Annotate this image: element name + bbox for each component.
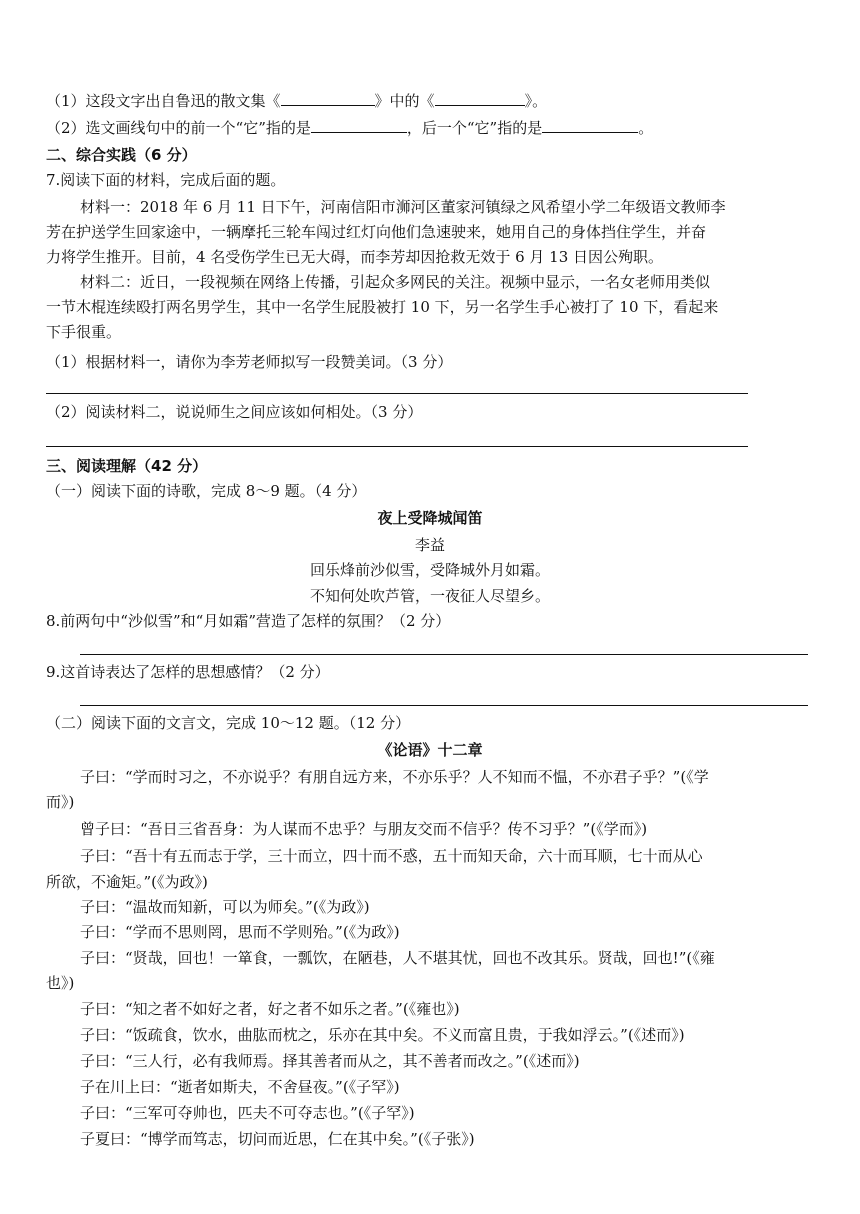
reading-part2-prompt: （二）阅读下面的文言文，完成 10～12 题。（12 分） <box>46 714 411 732</box>
answer-line[interactable] <box>80 705 808 706</box>
answer-line[interactable] <box>80 654 808 655</box>
poem-title: 夜上受降城闻笛 <box>377 509 483 527</box>
lunyu-line: 子曰：“三人行，必有我师焉。择其善者而从之，其不善者而改之。”(《述而》) <box>80 1052 580 1070</box>
lunyu-line: 子曰：“三军可夺帅也，匹夫不可夺志也。”(《子罕》) <box>80 1104 415 1122</box>
q7-part1: （1）根据材料一，请你为李芳老师拟写一段赞美词。（3 分） <box>46 353 453 371</box>
material1-line: 力将学生推开。目前，4 名受伤学生已无大碍，而李芳却因抢救无效于 6 月 13 日因公殉职。 <box>46 248 664 266</box>
material2-line: 一节木棍连续殴打两名男学生，其中一名学生屁股被打 10 下，另一名学生手心被打了 10 下，看起来 <box>46 298 719 316</box>
lunyu-line: 子曰：“温故而知新，可以为师矣。”(《为政》) <box>80 898 370 916</box>
answer-blank[interactable] <box>311 118 407 133</box>
answer-line[interactable] <box>46 446 748 447</box>
q6-sub1 <box>46 91 547 111</box>
material1-line: 芳在护送学生回家途中，一辆摩托三轮车闯过红灯向他们急速驶来，她用自己的身体挡住学生，并奋 <box>46 223 707 241</box>
lunyu-title: 《论语》十二章 <box>377 741 483 759</box>
lunyu-line: 也》) <box>46 974 75 992</box>
lunyu-line: 所欲，不逾矩。”(《为政》) <box>46 873 208 891</box>
answer-blank[interactable] <box>435 91 525 106</box>
lunyu-line: 子曰：“学而不思则罔，思而不学则殆。”(《为政》) <box>80 923 400 941</box>
q9-prompt: 9.这首诗表达了怎样的思想感情？（2 分） <box>46 663 330 681</box>
lunyu-line: 子在川上曰：“逝者如斯夫，不舍昼夜。”(《子罕》) <box>80 1078 400 1096</box>
answer-line[interactable] <box>46 393 748 394</box>
q6-sub2-text-c: 。 <box>638 119 654 137</box>
lunyu-line: 而》) <box>46 793 75 811</box>
section-heading-reading: 三、阅读理解（42 分） <box>46 457 208 475</box>
q6-sub2-text-a: （2）选文画线句中的前一个“它”指的是 <box>46 119 311 137</box>
q6-sub1-text-b: 》中的《 <box>374 92 435 110</box>
section-heading-practice: 二、综合实践（6 分） <box>46 146 197 164</box>
q6-sub2-text-b: ，后一个“它”指的是 <box>406 119 543 137</box>
material2-line: 下手很重。 <box>46 323 122 341</box>
lunyu-line: 子曰：“贤哉，回也！一箪食，一瓢饮，在陋巷，人不堪其忧，回也不改其乐。贤哉，回也!”(《雍 <box>80 949 715 967</box>
lunyu-line: 子曰：“吾十有五而志于学，三十而立，四十而不惑，五十而知天命，六十而耳顺，七十而从心 <box>80 847 703 865</box>
q7-prompt: 7.阅读下面的材料，完成后面的题。 <box>46 171 286 189</box>
poem-line: 不知何处吹芦管，一夜征人尽望乡。 <box>309 587 550 605</box>
q8-prompt: 8.前两句中“沙似雪”和“月如霜”营造了怎样的氛围？（2 分） <box>46 612 451 630</box>
lunyu-line: 子夏曰：“博学而笃志，切问而近思，仁在其中矣。”(《子张》) <box>80 1130 475 1148</box>
poem-line: 回乐烽前沙似雪，受降城外月如霜。 <box>309 561 550 579</box>
q6-sub2 <box>46 118 653 138</box>
lunyu-line: 子曰：“学而时习之，不亦说乎？有朋自远方来，不亦乐乎？人不知而不愠，不亦君子乎？”(《学 <box>80 768 709 786</box>
poem-author: 李益 <box>414 536 445 554</box>
material2-line: 材料二：近日，一段视频在网络上传播，引起众多网民的关注。视频中显示，一名女老师用类似 <box>80 273 711 291</box>
answer-blank[interactable] <box>542 118 638 133</box>
material1-line: 材料一：2018 年 6 月 11 日下午，河南信阳市浉河区董家河镇绿之风希望小学二年级语文教师李 <box>80 198 726 216</box>
lunyu-line: 曾子曰：“吾日三省吾身：为人谋而不忠乎？与朋友交而不信乎？传不习乎？”(《学而》) <box>80 820 648 838</box>
lunyu-line: 子曰：“饭疏食，饮水，曲肱而枕之，乐亦在其中矣。不义而富且贵，于我如浮云。”(《述而》) <box>80 1026 685 1044</box>
q6-sub1-text-c: 》。 <box>524 92 548 110</box>
reading-part1-prompt: （一）阅读下面的诗歌，完成 8～9 题。（4 分） <box>46 482 367 500</box>
q7-part2: （2）阅读材料二，说说师生之间应该如何相处。（3 分） <box>46 403 423 421</box>
lunyu-line: 子曰：“知之者不如好之者，好之者不如乐之者。”(《雍也》) <box>80 1000 460 1018</box>
answer-blank[interactable] <box>281 91 375 106</box>
q6-sub1-text-a: （1）这段文字出自鲁迅的散文集《 <box>46 92 281 110</box>
